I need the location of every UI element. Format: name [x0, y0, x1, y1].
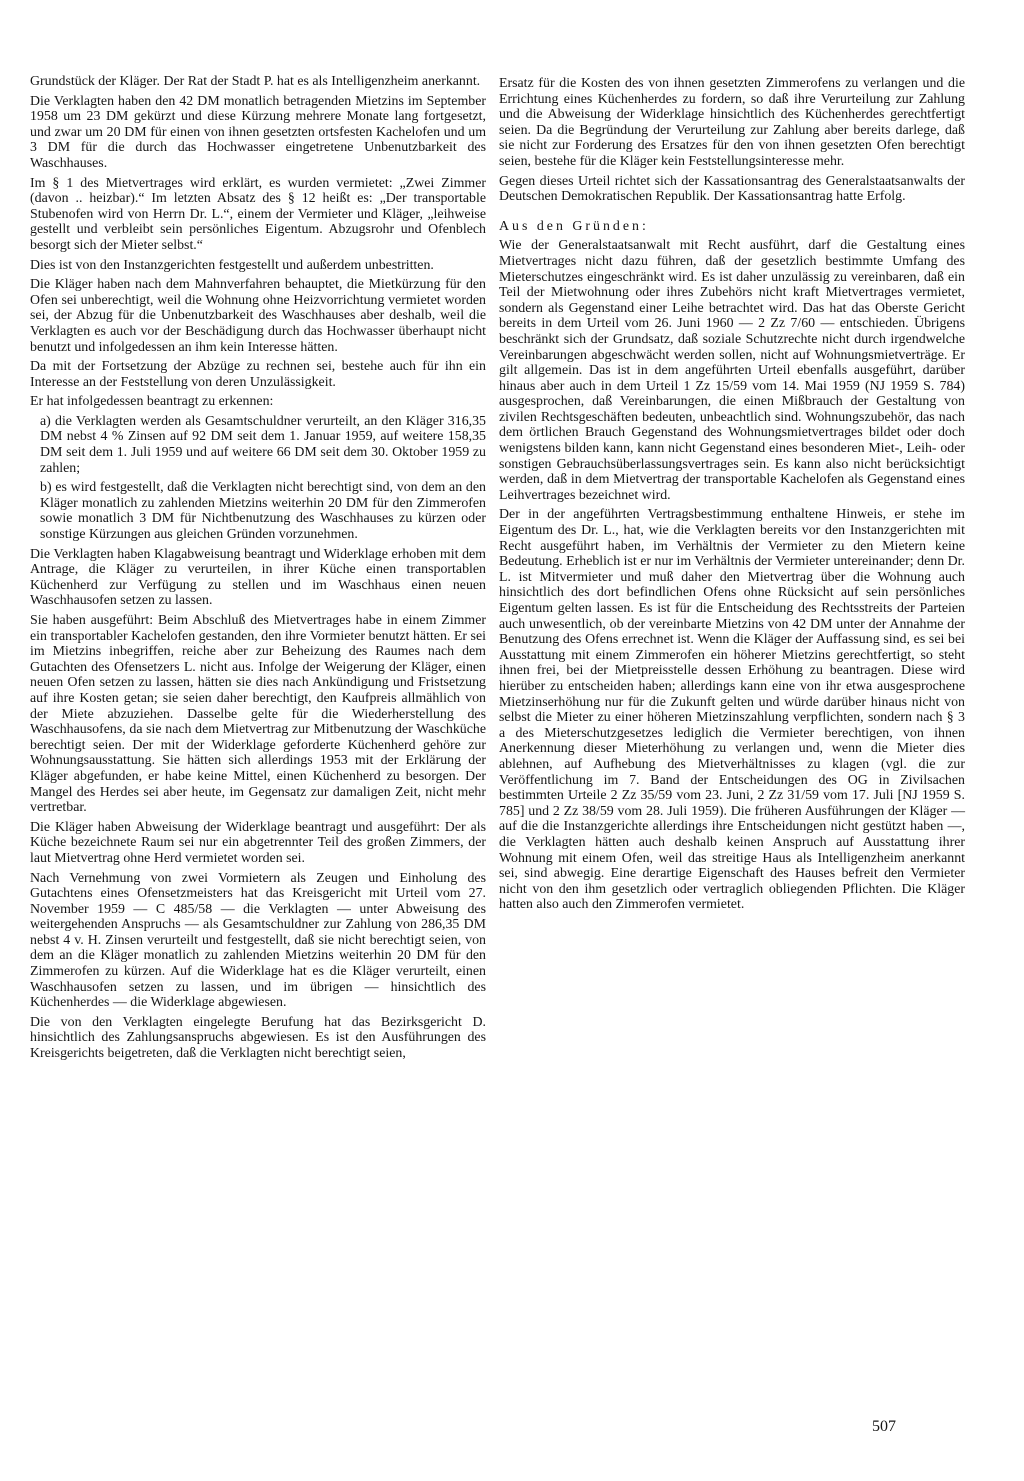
paragraph: Nach Vernehmung von zwei Vormietern als Zeugen und Einholung des Gutachtens eines Ofensetzmeisters hat das Kreisgericht mit Urteil vom 27. November 1959 — C 485/58 — die Verklagten — unter Abweisung des weitergehenden Anspruchs — als Gesamtschuldner zur Zahlung von 286,35 DM nebst 4 v. H. Zinsen verurteilt und festgestellt, daß sie nicht berechtigt seien, von dem an die Kläger monatlich zu zahlenden Mietzins weiterhin 20 DM für den Zimmerofen zu kürzen. Auf die Widerklage hat es die Kläger verurteilt, einen Waschhausofen setzen zu lassen, und im übrigen — hinsichtlich des Küchenherdes — die Widerklage abgewiesen.: [30, 870, 486, 1011]
paragraph: Gegen dieses Urteil richtet sich der Kassationsantrag des Generalstaatsanwalts der Deutschen Demokratischen Republik. Der Kassationsantrag hatte Erfolg.: [499, 173, 965, 205]
paragraph: Die Verklagten haben den 42 DM monatlich betragenden Mietzins im September 1958 um 23 DM gekürzt und diese Kürzung mehrere Monate lang fortgesetzt, und zwar um 20 DM für einen von ihnen gesetzten ortsfesten Kachelofen und um 3 DM für die durch das Hochwasser eingetretene Unbenutzbarkeit des Waschhauses.: [30, 93, 486, 171]
paragraph: Sie haben ausgeführt: Beim Abschluß des Mietvertrages habe in einem Zimmer ein transportabler Kachelofen gestanden, den ihre Vormieter benutzt hätten. Er sei im Mietzins inbegriffen, reiche aber zur Beheizung des Raumes nach dem Gutachten des Ofensetzers L. nicht aus. Infolge der Weigerung der Kläger, einen neuen Ofen setzen zu lassen, hätten sie dies nach Ankündigung und Fristsetzung auf ihre Kosten getan; sie seien daher berechtigt, den Kaufpreis allmählich von der Miete abzuziehen. Dasselbe gelte für die Wiederherstellung des Waschhausofens, da sie nach dem Mietvertrag zur Mitbenutzung der Waschküche berechtigt seien. Der mit der Widerklage geforderte Küchenherd gehöre zur Wohnungsausstattung. Sie hätten sich allerdings 1953 mit der Erklärung der Kläger abgefunden, er habe keine Mittel, einen Küchenherd zu besorgen. Der Mangel des Herdes sei aber heute, im Gegensatz zur damaligen Zeit, nicht mehr vertretbar.: [30, 613, 486, 816]
paragraph: Im § 1 des Mietvertrages wird erklärt, es wurden vermietet: „Zwei Zimmer (davon .. heizbar).“ Im letzten Absatz des § 12 heißt es: „Der transportable Stubenofen wird von Herrn Dr. L.“, einem der Vermieter und Kläger, „leihweise gestellt und verbleibt sein persönliches Eigentum. Abzugsrohr und Ofenblech besorgt sich der Mieter selbst.“: [30, 175, 486, 253]
paragraph: Die Kläger haben Abweisung der Widerklage beantragt und ausgeführt: Der als Küche bezeichnete Raum sei nur ein abgetrennter Teil des großen Zimmers, der laut Mietvertrag ohne Herd vermietet worden sei.: [30, 819, 486, 866]
right-column: [499, 76, 965, 917]
list-item-a: a) die Verklagten werden als Gesamtschuldner verurteilt, an den Kläger 316,35 DM nebst 4 % Zinsen auf 92 DM seit dem 1. Januar 1959, auf weitere 158,35 DM seit dem 1. Juli 1959 und auf weitere 66 DM seit dem 30. Oktober 1959 zu zahlen;: [40, 413, 486, 476]
section-heading: Aus den Gründen:: [499, 218, 649, 234]
left-column: [30, 74, 486, 1066]
list-item-b: b) es wird festgestellt, daß die Verklagten nicht berechtigt sind, von dem an den Kläger monatlich zu zahlenden Mietzins weiterhin 20 DM für den Zimmerofen sowie monatlich 3 DM für Nichtbenutzung des Waschhauses zu kürzen oder sonstige Kürzungen aus gleichen Gründen vorzunehmen.: [40, 480, 486, 543]
paragraph: Grundstück der Kläger. Der Rat der Stadt P. hat es als Intelligenzheim anerkannt.: [30, 74, 481, 89]
paragraph: Die von den Verklagten eingelegte Berufung hat das Bezirksgericht D. hinsichtlich des Zahlungsanspruchs abgewiesen. Es ist den Ausführungen des Kreisgerichts beigetreten, daß die Verklagten nicht berechtigt seien,: [30, 1014, 486, 1062]
paragraph: Da mit der Fortsetzung der Abzüge zu rechnen sei, bestehe auch für ihn ein Interesse an der Feststellung von deren Unzulässigkeit.: [30, 359, 486, 390]
paragraph: Wie der Generalstaatsanwalt mit Recht ausführt, darf die Gestaltung eines Mietvertrages nicht dazu führen, daß der gesetzlich bestimmte Umfang des Mieterschutzes eingeschränkt wird. Es ist daher unzulässig zu vereinbaren, daß ein Teil der Mietwohnung oder ihres Zubehörs nicht kraft Mietvertrages vermietet, sondern als Gegenstand einer Leihe betrachtet wird. Das hat das Oberste Gericht bereits in dem Urteil vom 26. Juni 1960 — 2 Zz 7/60 — entschieden. Übrigens beschränkt sich der Grundsatz, daß soziale Schutzrechte nicht durch irgendwelche Vereinbarungen abgeschwächt werden sollen, nicht auf Wohnungsmietverträge. Er gilt allgemein. Das ist in dem angeführten Urteil ebenfalls ausgeführt, darüber hinaus aber auch in dem Urteil 1 Zz 15/59 vom 14. Mai 1959 (NJ 1959 S. 784) ausgesprochen, daß Vereinbarungen, die einen Mißbrauch der Gestaltung von zivilen Rechtsgeschäften bedeuten, unbeachtlich sind. Wohnungszubehör, das nach dem örtlichen Brauch Gegenstand des Wohnungsmietvertrages bildet oder doch wenigstens bilden kann, kann nicht Gegenstand eines besonderen Miet-, Leih- oder sonstigen Gebrauchsüberlassungsvertrages sein. Es kann also nicht berücksichtigt werden, daß in dem Mietvertrag der transportable Kachelofen als Gegenstand eines Leihvertrages bezeichnet wird.: [499, 238, 965, 503]
paragraph: Die Kläger haben nach dem Mahnverfahren behauptet, die Mietkürzung für den Ofen sei unberechtigt, weil die Wohnung ohne Heizvorrichtung vermietet worden sei, der Abzug für die Unbenutzbarkeit des Waschhauses aber deshalb, weil die Verklagten es auch vor der Beschädigung durch das Hochwasser überhaupt nicht benutzt und infolgedessen an ihm kein Interesse hätten.: [30, 277, 486, 355]
paragraph: Dies ist von den Instanzgerichten festgestellt und außerdem unbestritten.: [30, 257, 434, 273]
paragraph: Er hat infolgedessen beantragt zu erkennen:: [30, 394, 274, 410]
paragraph: Ersatz für die Kosten des von ihnen gesetzten Zimmerofens zu verlangen und die Errichtung eines Küchenherdes zu fordern, so daß ihre Verurteilung zur Zahlung und die Abweisung der Widerklage hinsichtlich des Küchenherdes gerechtfertigt seien. Da die Begründung der Verurteilung zur Zahlung aber bereits darlege, daß sie nicht zur Forderung des Ersatzes für den von ihnen gesetzten Ofen berechtigt seien, bestehe für die Kläger kein Feststellungsinteresse mehr.: [499, 76, 965, 169]
page-number: 507: [872, 1418, 896, 1435]
paragraph: Der in der angeführten Vertragsbestimmung enthaltene Hinweis, er stehe im Eigentum des Dr. L., hat, wie die Verklagten bereits vor den Instanzgerichten mit Recht ausgeführt haben, im Verhältnis der Vermieter zu den Mietern keine Bedeutung. Erheblich ist er nur im Verhältnis der Vermieter untereinander; denn Dr. L. ist Mitvermieter und muß daher den Mietvertrag über die Wohnung auch hinsichtlich des dort befindlichen Ofens ohne Rücksicht auf sein persönliches Eigentum gelten lassen. Es ist für die Entscheidung des Rechtsstreits der Parteien auch unwesentlich, ob der vereinbarte Mietzins von 42 DM unter der Annahme der Benutzung des Ofens errechnet ist. Wenn die Kläger der Auffassung sind, es sei bei Ausstattung mit einem Zimmerofen ein höherer Mietzins gerechtfertigt, so steht ihnen frei, bei der Mietpreisstelle dessen Erhöhung zu beantragen. Diese wird hierüber zu entscheiden haben; allerdings kann eine von ihr etwa ausgesprochene Mietzinserhöhung nur für die Zukunft gelten und würde darüber hinaus nicht von selbst die Mieter zu einer höheren Mietzinszahlung verpflichten, sondern nach § 3 a des Mieterschutzgesetzes lediglich die Vermieter berechtigen, von ihnen Anerkennung dieser Mieterhöhung zu verlangen und, wenn die Mieter dies ablehnen, auf Aufhebung des Mietverhältnisses zu klagen (vgl. die zur Veröffentlichung im 7. Band der Entscheidungen des OG in Zivilsachen bestimmten Urteile 2 Zz 35/59 vom 23. Juni, 2 Zz 31/59 vom 17. Juli [NJ 1959 S. 785] und 2 Zz 38/59 vom 28. Juli 1959). Die früheren Ausführungen der Kläger — auf die die Instanzgerichte allerdings ihre Entscheidungen nicht gestützt haben —, die Verklagten hätten auch deshalb keinen Anspruch auf Ausstattung ihrer Wohnung mit einem Ofen, weil das streitige Haus als Intelligenzheim anerkannt sei, sind abwegig. Eine derartige Eigenschaft des Hauses befreit den Vermieter nicht von den ihm gesetzlich oder vertraglich obliegenden Pflichten. Die Kläger hatten also auch den Zimmerofen vermietet.: [499, 507, 965, 913]
paragraph: Die Verklagten haben Klagabweisung beantragt und Widerklage erhoben mit dem Antrage, die Kläger zu verurteilen, in ihrer Küche einen transportablen Küchenherd zur Verfügung zu stellen und im Waschhaus einen neuen Waschhausofen setzen zu lassen.: [30, 546, 486, 609]
